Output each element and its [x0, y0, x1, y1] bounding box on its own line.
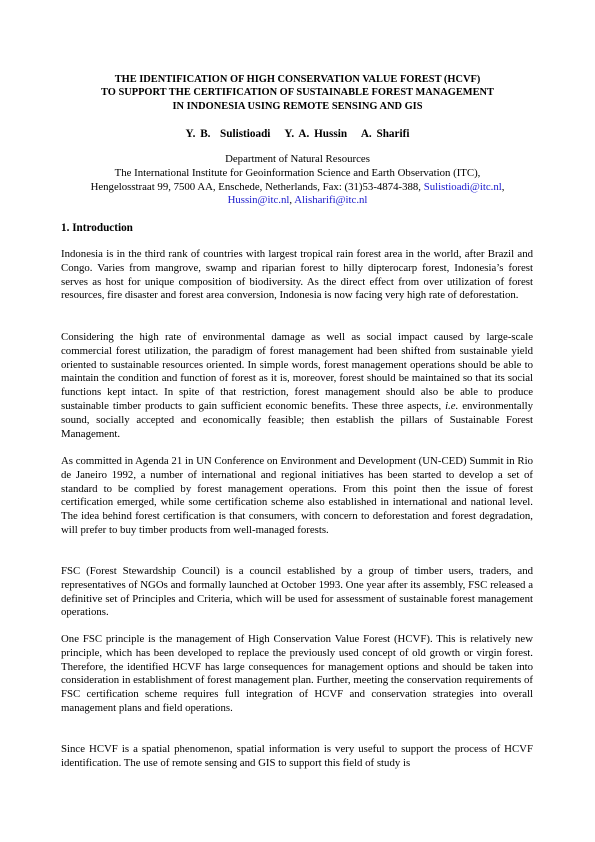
title-line: THE IDENTIFICATION OF HIGH CONSERVATION VALUE FOREST (HCVF) [114, 74, 481, 85]
intro-paragraph: One FSC principle is the management of High Conservation Value Forest (HCVF). This is relatively new principle, which has been developed to replace the previously used concept of old growth or virgin forest. Therefore, the identified HCVF has large consequences for management options and should be taken into consideration in establishment of forest management plan. Further, meeting the conservation requirements of FSC certification scheme requires full integration of HCVF and conservation strategies into overall management plans and field operations. [61, 633, 533, 714]
email-line [61, 194, 534, 208]
paragraph-text: Considering the high rate of environmental damage as well as social impact caused by large-scale commercial forest utilization, the paradigm of forest management had been shifted from sustainable yield oriented to sustainable resources oriented. In simple words, forest management operations should be able to maintain the condition and function of forest as it is, moreover, forest should be maintained so that its social functions kept intact. In spite of that restriction, forest management should also be able to produce sustainable timber products to gain sufficient economic benefits. These three aspects, [61, 331, 533, 412]
title-line: TO SUPPORT THE CERTIFICATION OF SUSTAINABLE FOREST MANAGEMENT [101, 87, 494, 99]
postal-address: Hengelosstraat 99, 7500 AA, Enschede, Netherlands, Fax: (31)53-4874-388, [90, 180, 421, 193]
email-separator: , [501, 180, 505, 193]
affiliation-block [61, 153, 534, 208]
paragraph-text: environmentally sound, socially accepted and economically feasible; then establish the pillars of Sustainable Forest Management. [61, 399, 533, 440]
email-link-sulistioadi[interactable]: Sulistioadi@itc.nl [423, 180, 502, 193]
email-link-alisharifi[interactable]: Alisharifi@itc.nl [294, 194, 368, 207]
intro-paragraph [61, 331, 533, 441]
email-separator: , [289, 194, 295, 207]
address-line [61, 181, 534, 195]
paper-title [61, 73, 534, 113]
intro-paragraph: As committed in Agenda 21 in UN Conference on Environment and Development (UN-CED) Summit in Rio de Janeiro 1992, a number of international and regional initiatives has been started to develop a set of standard to be complied by forest management operations. From this point then the issue of forest certification emerged, while some certification scheme also established in international and national level. The idea behind forest certification is that consumers, with concern to deforestation and forest degradation, will prefer to buy timber products from well-managed forests. [61, 455, 533, 536]
intro-paragraph: Since HCVF is a spatial phenomenon, spatial information is very useful to support the process of HCVF identification. The use of remote sensing and GIS to support this field of study is [61, 743, 533, 769]
section-heading-introduction: 1. Introduction [61, 222, 133, 234]
intro-paragraph: FSC (Forest Stewardship Council) is a council established by a group of timber users, traders, and representatives of NGOs and formally launched at October 1993. One year after its assembly, FSC released a definitive set of Principles and Criteria, which will be used for assessment of sustainable forest management operations. [61, 565, 533, 619]
author-list: Y. B. Sulistioadi Y. A. Hussin A. Sharifi [185, 128, 410, 140]
ie-abbreviation: i.e. [445, 399, 459, 412]
institute-name: The International Institute for Geoinformation Science and Earth Observation (ITC), [114, 166, 481, 179]
email-link-hussin[interactable]: Hussin@itc.nl [227, 194, 290, 207]
department-name: Department of Natural Resources [225, 153, 370, 165]
title-line: IN INDONESIA USING REMOTE SENSING AND GIS [172, 100, 423, 112]
intro-paragraph: Indonesia is in the third rank of countries with largest tropical rain forest area in the world, after Brazil and Congo. Varies from mangrove, swamp and riparian forest to hilly dipterocarp forest, Indonesia’s forest serves as host for unique composition of biodiversity. As the direct effect from over utilization of forest resources, fire disaster and forest area conversion, Indonesia is now facing very high rate of deforestation. [61, 248, 533, 302]
